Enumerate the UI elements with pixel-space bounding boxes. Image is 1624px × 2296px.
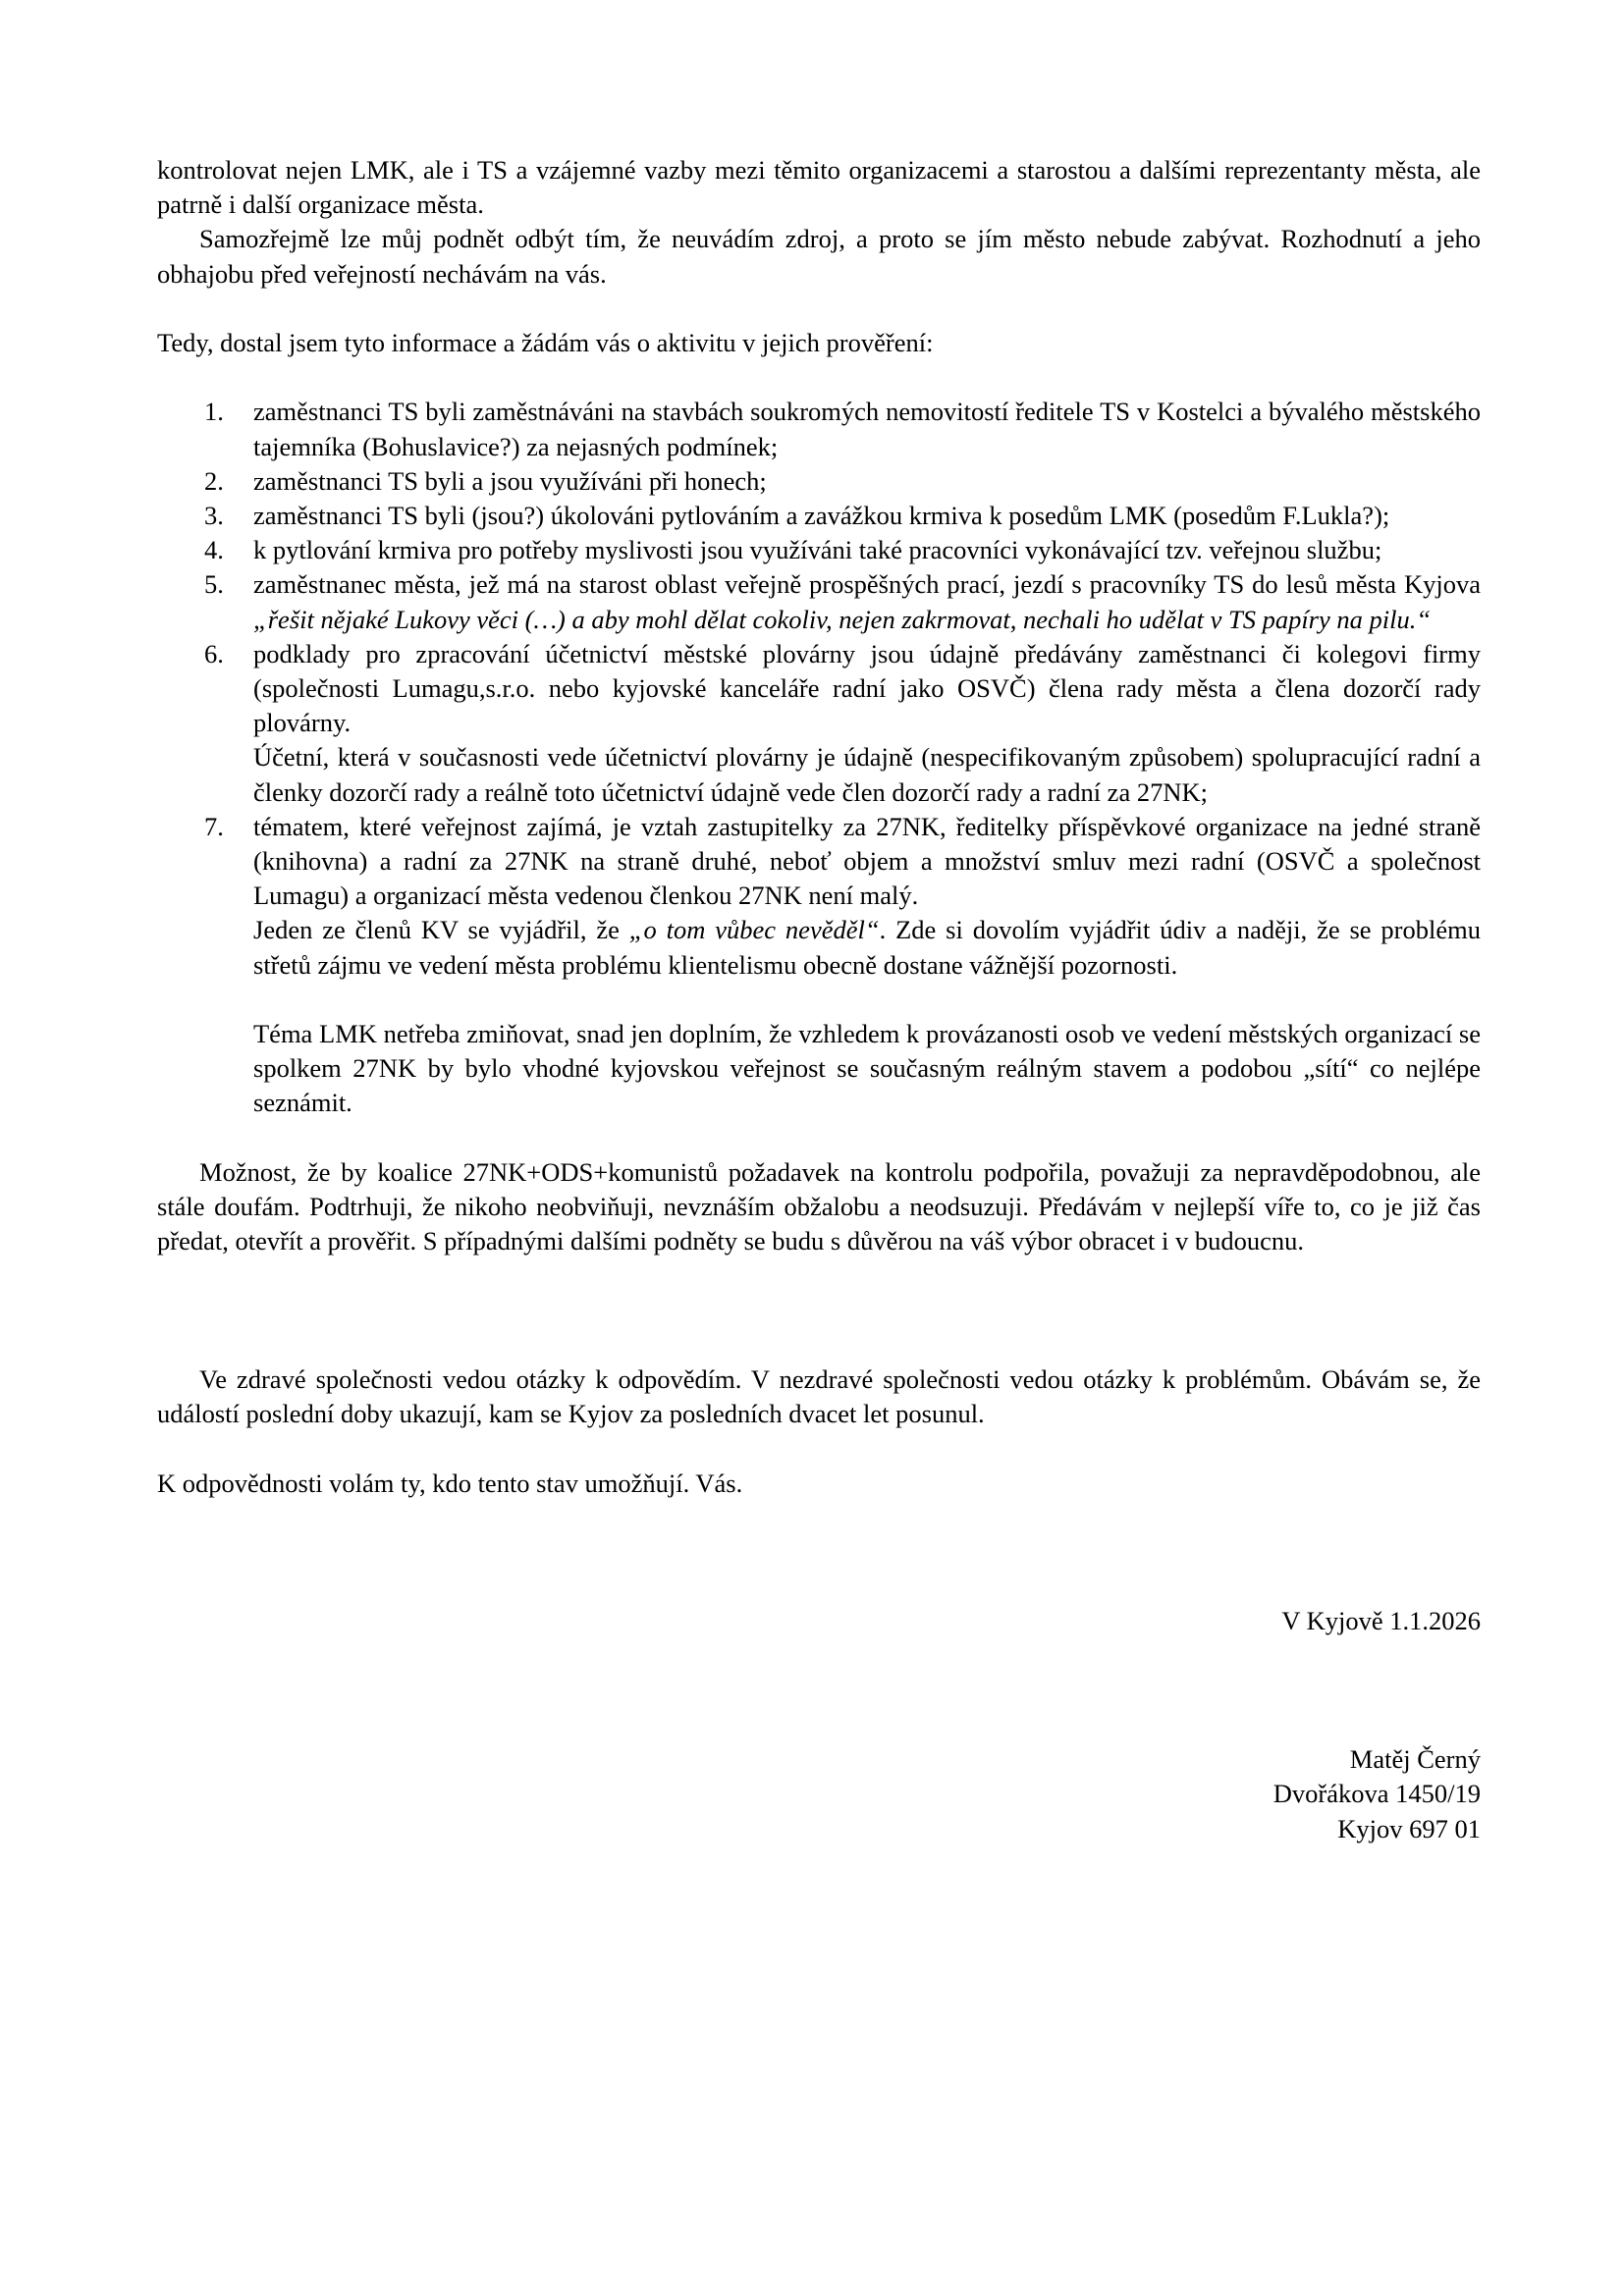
list-number: 4.: [204, 535, 224, 565]
document-page: [157, 153, 1481, 1846]
list-item: [157, 395, 1481, 463]
list-number: 1.: [204, 397, 224, 427]
list-text: zaměstnanci TS byli a jsou využíváni při honech;: [253, 465, 767, 496]
closing-paragraph: Možnost, že by koalice 27NK+ODS+komunistů požadavek na kontrolu podpořila, považuji za nepravděpodobnou, ale stále doufám. Podtrhuji, že nikoho neobviňuji, nevznáším obžalobu a neodsuzuji. Předávám v nejlepší víře to, co je již čas předat, otevřít a prověřit. S případnými dalšími podněty se budu s důvěrou na váš výbor obracet i v budoucnu.: [157, 1156, 1481, 1256]
place-date: V Kyjově 1.1.2026: [1281, 1606, 1481, 1636]
signature-street: Dvořákova 1450/19: [1272, 1779, 1481, 1809]
list-text-continued: [253, 913, 1481, 982]
intro-paragraph-1: kontrolovat nejen LMK, ale i TS a vzájemné vazby mezi těmito organizacemi a starostou a dalšími reprezentanty města, ale patrně i další organizace města.: [157, 155, 1481, 220]
signature-name: Matěj Černý: [1349, 1744, 1481, 1775]
list-text: k pytlování krmiva pro potřeby myslivosti jsou využíváni také pracovníci vykonávající tzv. veřejnou službu;: [253, 535, 1382, 565]
lmk-note: Téma LMK netřeba zmiňovat, snad jen doplním, že vzhledem k provázanosti osob ve vedení městských organizací se spolkem 27NK by bylo vhodné kyjovskou veřejnost se současným reálným stavem a podobou „sítí“ co nejlépe seznámit.: [253, 1019, 1481, 1118]
quote-text: „o tom vůbec nevěděl“: [628, 915, 880, 945]
lead-sentence: Tedy, dostal jsem tyto informace a žádám vás o aktivitu v jejich prověření:: [157, 328, 934, 357]
allegations-list: [157, 395, 1481, 982]
signature-city: Kyjov 697 01: [1337, 1813, 1481, 1843]
intro-paragraph-2: Samozřejmě lze můj podnět odbýt tím, že neuvádím zdroj, a proto se jím město nebude zabývat. Rozhodnutí a jeho obhajobu před veřejností nechávám na vás.: [157, 224, 1481, 289]
list-number: 5.: [204, 569, 224, 600]
list-number: 7.: [204, 811, 224, 841]
list-number: 2.: [204, 465, 224, 496]
responsibility-sentence: K odpovědnosti volám ty, kdo tento stav umožňují. Vás.: [157, 1468, 743, 1498]
list-text: zaměstnanec města, jež má na starost oblast veřejně prospěšných prací, jezdí s pracovníky TS do lesů města Kyjova: [253, 569, 1481, 600]
list-text: zaměstnanci TS byli (jsou?) úkolováni pytlováním a zavážkou krmiva k posedům LMK (posedům F.Lukla?);: [253, 501, 1390, 530]
list-item: [157, 810, 1481, 983]
text-span: . Zde si dovolím vyjádřit údiv a naději, že se problému střetů zájmu ve vedení města problému klientelismu obecně dostane vážnější pozornosti.: [253, 915, 1481, 980]
list-number: 6.: [204, 638, 224, 668]
text-span: Jeden ze členů KV se vyjádřil, že: [253, 915, 629, 945]
list-item: [157, 567, 1481, 636]
society-paragraph: Ve zdravé společnosti vedou otázky k odpovědím. V nezdravé společnosti vedou otázky k problémům. Obávám se, že událostí poslední doby ukazují, kam se Kyjov za posledních dvacet let posunul.: [157, 1364, 1481, 1429]
list-item: [157, 499, 1481, 533]
list-item: [157, 533, 1481, 567]
list-item: [157, 464, 1481, 499]
list-text-continued: Účetní, která v současnosti vede účetnictví plovárny je údajně (nespecifikovaným způsobem) spolupracující radní a členky dozorčí rady a reálně toto účetnictví údajně vede člen dozorčí rady a radní za 27NK;: [253, 742, 1481, 807]
list-text: podklady pro zpracování účetnictví městské plovárny jsou údajně předávány zaměstnanci či kolegovi firmy (společnosti Lumagu,s.r.o. nebo kyjovské kanceláře radní jako OSVČ) člena rady města a člena dozorčí rady plovárny.: [253, 638, 1481, 738]
list-number: 3.: [204, 501, 224, 530]
list-text: tématem, které veřejnost zajímá, je vztah zastupitelky za 27NK, ředitelky příspěvkové organizace na jedné straně (knihovna) a radní za 27NK na straně druhé, neboť objem a množství smluv mezi radní (OSVČ a společnost Lumagu) a organizací města vedenou členkou 27NK není malý.: [253, 811, 1481, 911]
list-text: zaměstnanci TS byli zaměstnáváni na stavbách soukromých nemovitostí ředitele TS v Kostelci a bývalého městského tajemníka (Bohuslavice?) za nejasných podmínek;: [253, 397, 1481, 461]
quote-text: „řešit nějaké Lukovy věci (…) a aby mohl dělat cokoliv, nejen zakrmovat, nechali ho udělat v TS papíry na pilu.“: [253, 604, 1432, 634]
list-item: [157, 637, 1481, 810]
